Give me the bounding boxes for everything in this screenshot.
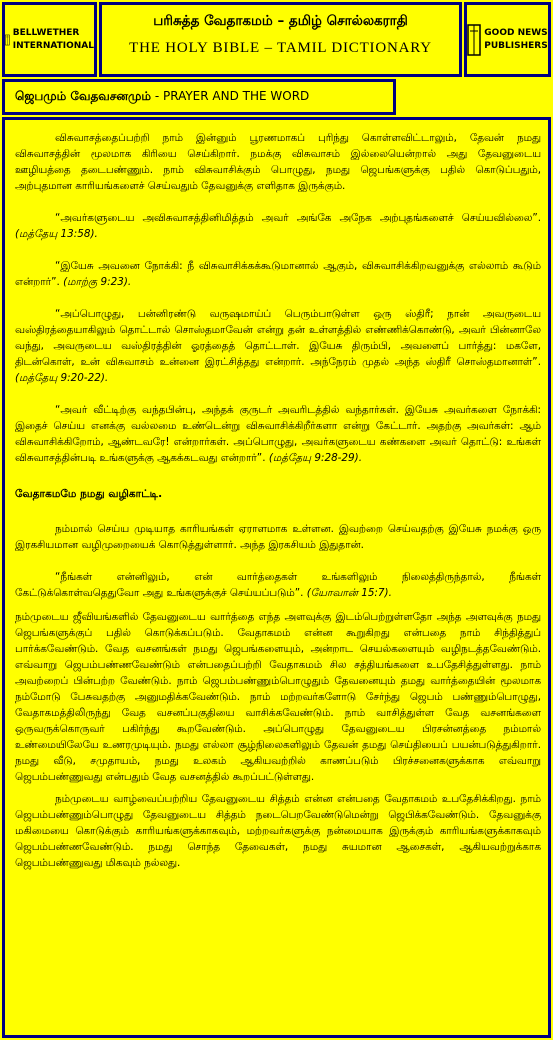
paragraph: நம்முடைய ஜீவியங்களில் தேவனுடைய வார்த்தை எந்த அளவுக்கு இடம்பெற்றுள்ளதோ அந்த அளவுக்கு நமது ஜெபங்களுக்குப் பதில் கொடுக்கப்படும். வேதாகமம் என்ன கூறுகிறது என்பதை நாம் சிந்தித்துப் பார்க்கவேண்டும். வேத வசனங்கள் நமது ஜெபங்களையும், அன்றாட செயல்களையும் வழிநடத்தவேண்டும். எவ்வாறு ஜெபம்பண்ணவேண்டும் என்பதைப்பற்றி வேதாகமம் சில சத்தியங்களை உபதேசித்துள்ளது. நாம் அவற்றைப் பின்பற்ற வேண்டும். நாம் ஜெபம்பண்ணும்பொழுதும் தேவனையும் தமது வார்த்தையின் மூலமாக நம்மோடு பேசுவதற்கு அனுமதிக்கவேண்டும். நாம் மற்றவர்களோடு சேர்ந்து ஜெபம் பண்ணும்பொழுது, வேதாகமத்திலிருந்து வேத வசனப்பகுதியை வாசிக்கவேண்டும். நாம் வாசித்துள்ள வேத வசனங்களை ஒருவருக்கொருவர் பகிர்ந்து கூறவேண்டும். அப்பொழுது தேவனுடைய பிரசன்னத்தை நம்மால் உண்மையிலேயே உணரமுடியும். நமது எல்லா சூழ்நிலைகளிலும் தேவன் தமது செய்தியைப் பயன்படுத்துகிறார். நமது வீடு, சமுதாயம், நமது உலகம் ஆகியவற்றில் காணப்படும் பிரச்சனைகளுக்காக எவ்வாறு ஜெபம்பண்ணுவது என்பதும் வேத வசனத்தில் கூறப்பட்டுள்ளது. [15,611,541,783]
quote-text: “அவர் வீட்டிற்கு வந்தபின்பு, அந்தக் குருடர் அவரிடத்தில் வந்தார்கள். இயேசு அவர்களை நோக்கி: இதைச் செய்ய எனக்கு வல்லமை உண்டென்று விசுவாசிக்கிறீர்களா என்று கேட்டார். அதற்கு அவர்கள்: ஆம் விசுவாசிக்கிறோம், ஆண்டவரே! என்றார்கள். அப்பொழுது, அவர்களுடைய கண்களை அவர் தொட்டு: உங்கள் விசுவாசத்தின்படி உங்களுக்கு ஆகக்கடவது என்றார்”. [15,404,541,464]
quote-text: “நீங்கள் என்னிலும், என் வார்த்தைகள் உங்களிலும் நிலைத்திருந்தால், நீங்கள் கேட்டுக்கொள்வதெதுவோ அது உங்களுக்குச் செய்யப்படும்”. [15,571,541,599]
quote-text: “அப்பொழுது, பன்னிரண்டு வருஷமாய்ப் பெரும்பாடுள்ள ஒரு ஸ்திரீ; நான் அவருடைய வஸ்திரத்தையாகிலும் தொட்டால் சொஸ்தமாவேன் என்று தன் உள்ளத்தில் எண்ணிக்கொண்டு, அவர் பின்னாலே வந்து, அவருடைய வஸ்திரத்தின் ஓரத்தைத் தொட்டாள். இயேசு திரும்பி, அவளைப் பார்த்து: மகளே, திடன்கொள், உன் விசுவாசம் உன்னை இரட்சித்தது என்றார். அந்நேரம் முதல் அந்த ஸ்திரீ சொஸ்தமானாள்”. [15,308,541,368]
subheading: வேதாகமமே நமது வழிகாட்டி. [15,488,163,500]
bible-quote [15,258,541,290]
section-title-tamil: ஜெபமும் வேதவசனமும் [15,89,152,103]
paragraph: நம்மால் செய்ய முடியாத காரியங்கள் ஏராளமாக உள்ளன. இவற்றை செய்வதற்கு இயேசு நமக்கு ஒரு இரகசியமான வழிமுறையைக் கொடுத்துள்ளார். அந்த இரகசியம் இதுதான். [15,523,541,551]
bible-quote [15,306,541,386]
bible-quote [15,402,541,466]
article-body [2,117,551,1038]
quote-reference: (மத்தேயு 9:20-22). [15,372,109,384]
quote-reference: (மத்தேயு 9:28-29). [268,452,363,464]
logo-line1: BELLWETHER [12,27,80,38]
quote-reference: (யோவான் 15:7). [306,587,392,599]
bible-quote [15,569,541,601]
quote-text: “இயேசு அவனை நோக்கி: நீ விசுவாசிக்கக்கூடுமானால் ஆகும், விசுவாசிக்கிறவனுக்கு எல்லாம் கூடும் என்றார்”. [15,260,541,288]
title-banner [99,2,462,77]
logo-line1: GOOD NEWS [484,27,548,38]
bible-quote [15,210,541,242]
section-title-english: - PRAYER AND THE WORD [154,89,310,103]
book-icon [467,23,481,57]
section-header [2,79,396,115]
paragraph: நம்முடைய வாழ்வைப்பற்றிய தேவனுடைய சித்தம் என்ன என்பதை வேதாகமம் உபதேசிக்கிறது. நாம் ஜெபம்பண்ணும்பொழுது தேவனுடைய சித்தம் நடைபெறவேண்டுமென்று ஜெபிக்கவேண்டும். தேவனுக்கு மகிமையை கொடுக்கும் காரியங்களுக்காகவும், மற்றவர்களுக்கு நன்மையாக இருக்கும் காரியங்களுக்காகவும் ஜெபம்பண்ணவேண்டும். நமது சொந்த தேவைகள், நமது சுயமான ஆசைகள், ஆகியவற்றுக்காக ஜெபம்பண்ணுவது மிகவும் நல்லது. [15,793,541,869]
good-news-logo [464,2,551,77]
logo-line2: INTERNATIONAL [12,40,94,51]
title-english: THE HOLY BIBLE – TAMIL DICTIONARY [129,40,432,56]
quote-text: “அவர்களுடைய அவிசுவாசத்தினிமித்தம் அவர் அங்கே அநேக அற்புதங்களைச் செய்யவில்லை”. [55,212,541,224]
book-icon [5,23,10,57]
paragraph: விசுவாசத்தைப்பற்றி நாம் இன்னும் பூரணமாகப் புரிந்து கொள்ளவிட்டாலும், தேவன் நமது விசுவாசத்தின் மூலமாக கிரியை செய்கிறார். நமக்கு விசுவாசம் இல்லையென்றால் அது தேவனுடைய ஊழியத்தை தடைபண்ணும். நாம் விசுவாசிக்கும் பொழுது, நமது ஜெபங்களுக்கு பதில் கொடுப்பதும், அற்புதமான காரியங்களைச் செய்வதும் தேவனுக்கு எளிதாக இருக்கும். [15,132,541,192]
logo-line2: PUBLISHERS [484,40,548,51]
bellwether-logo [2,2,97,77]
quote-reference: (மாற்கு 9:23). [63,276,132,288]
quote-reference: (மத்தேயு 13:58). [15,228,98,240]
title-tamil: பரிசுத்த வேதாகமம் – தமிழ் சொல்லகராதி [153,13,408,29]
